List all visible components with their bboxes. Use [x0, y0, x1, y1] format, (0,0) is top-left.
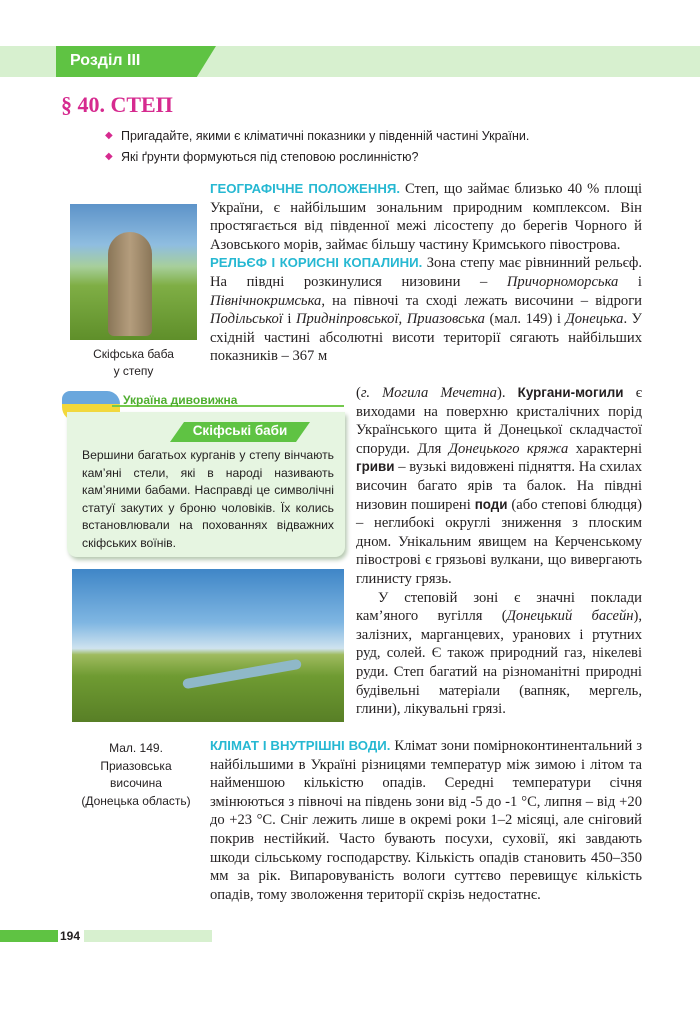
bullet-diamond-icon: ◆ — [105, 151, 113, 162]
text-block-climate — [210, 737, 642, 904]
heading-relief: РЕЛЬЄФ І КОРИСНІ КОПАЛИНИ. — [210, 255, 423, 271]
paragraph-relief: РЕЛЬЄФ І КОРИСНІ КОПАЛИНИ. Зона степу має рівнинний рельєф. На півдні розкинулися низовини – Причорноморська і Північнокримська, на півночі та сході лежать височини – відроги Подільської і Придніпровської, Приазовська (мал. 149) і Донецька. У східній частині абсолютні висоти території сягають найбільших показників – 367 м — [210, 255, 642, 365]
paragraph-relief-cont: (г. Могила Мечетна). Кургани-могили є виходами на поверхню кристалічних порід Українського щита й Донецької складчастої споруди. Для Донецького кряжа характерні гриви – вузькі видовжені підняття. На схилах височин багато ярів та балок. На півдні низовин поширені поди (або степові блюдця) – неглибокі округлі зниження з плоским дном. Унікальним явищем на Керченському півострові є грязьові вулкани, що вивергають глинисту грязь. — [356, 385, 643, 587]
box-label: Україна дивовижна — [123, 393, 238, 407]
river-shape — [182, 659, 302, 690]
footer-bar-right — [84, 930, 212, 942]
question-text: Пригадайте, якими є кліматичні показники у південній частині України. — [121, 129, 530, 143]
ukraine-map-icon-top — [62, 391, 120, 404]
footer-bar-left — [0, 930, 58, 942]
page-title: § 40. СТЕП — [61, 92, 173, 117]
heading-climate: КЛІМАТ І ВНУТРІШНІ ВОДИ. — [210, 738, 391, 753]
question-item — [105, 129, 530, 143]
heading-geo: ГЕОГРАФІЧНЕ ПОЛОЖЕННЯ. — [210, 181, 401, 196]
info-box-title: Скіфські баби — [192, 423, 288, 438]
info-box-text: Вершини багатьох курганів у степу вінчають кам’яні стели, які в народі називають кам’яними бабами. Насправді це символічні статуї закутих у броню чоловіків. Їх колись встановлювали на похованнях відважних скіфських воїнів. — [82, 448, 334, 550]
bullet-diamond-icon: ◆ — [105, 130, 113, 141]
question-text: Які ґрунти формуються під степовою рослинністю? — [121, 150, 419, 164]
paragraph-resources: У степовій зоні є значні поклади кам’яного вугілля (Донецький басейн), залізних, марганцевих, уранових і ртутних руд, солей. Є також природний газ, нікелеві руди. Степ багатий на різноманітні природні будівельні матеріали (вапняк, мергель, глини), лікувальні грязі. — [356, 589, 642, 718]
photo-pryazovska-upland — [72, 569, 344, 722]
stone-statue-shape — [108, 232, 152, 336]
paragraph-geo: ГЕОГРАФІЧНЕ ПОЛОЖЕННЯ. Степ, що займає близько 40 % площі України, є найбільшим зональним природним комплексом. Він простягається від південної межі лісостепу до берегів Чорного й Азовського морів, займає більшу частину Кримського півострова. — [210, 181, 642, 253]
text-block-geo — [210, 180, 642, 366]
text-block-relief-column — [356, 384, 642, 719]
page-number: 194 — [60, 929, 81, 943]
question-item — [105, 150, 419, 164]
paragraph-climate: КЛІМАТ І ВНУТРІШНІ ВОДИ. Клімат зони помірноконтинентальний з найбільшими в Україні різницями температур між зимою і літом та найменшою кількістю опадів. Середні температури січня змінюються з півночі на південь зони від -5 до -1 °С, липня – від +20 до +23 °С. Сніг лежить лише в окремі роки 1–2 місяці, але сніговий покрив нестійкий. Часто бувають посухи, суховії, які завдають шкоди сільському господарству. Кількість опадів становить 450–350 мм за рік. Випаровуваність вологи суттєво перевищує кількість опадів, тому зволоження території скрізь недостатнє. — [210, 738, 642, 903]
section-label: Розділ III — [70, 52, 141, 69]
caption-figure-149: Мал. 149. Приазовська височина (Донецька область) — [81, 741, 191, 808]
caption-scythian-statue: Скіфська баба у степу — [93, 347, 174, 378]
photo-scythian-statue — [70, 204, 197, 340]
